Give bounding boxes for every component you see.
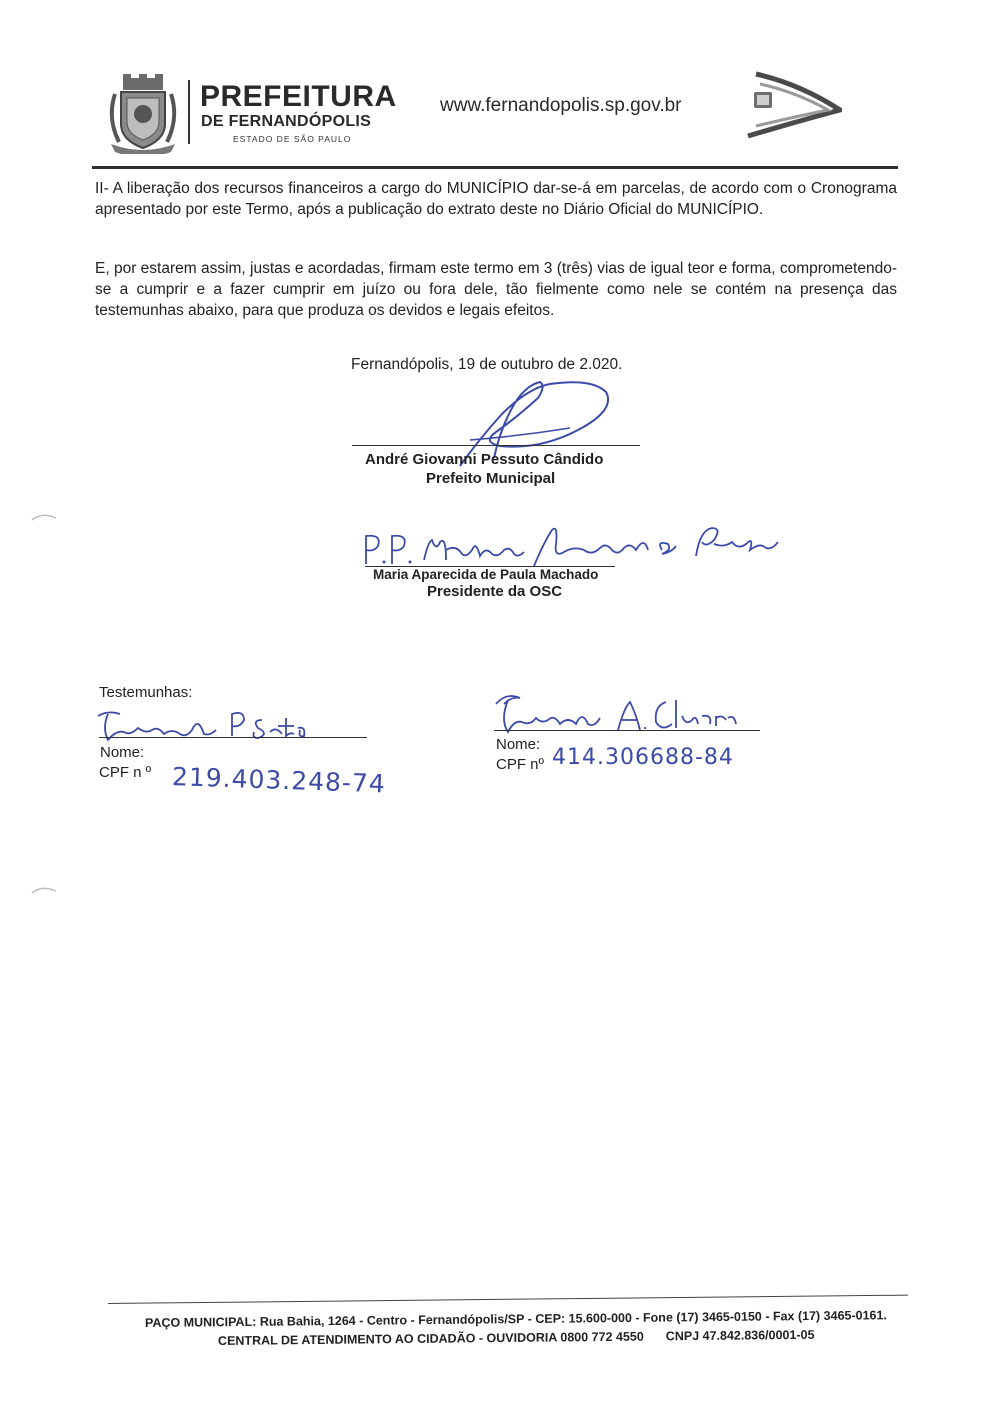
president-name: Maria Aparecida de Paula Machado bbox=[373, 567, 599, 582]
mayor-name: André Giovanni Pessuto Cândido bbox=[365, 451, 604, 468]
municipal-coat-of-arms-icon bbox=[105, 74, 181, 154]
footer-cnpj: CNPJ 47.842.836/0001-05 bbox=[665, 1327, 815, 1344]
header-divider bbox=[188, 80, 190, 144]
witness-1-name-label: Nome: bbox=[100, 744, 145, 761]
witness-1-signature-line bbox=[99, 737, 367, 738]
paragraph-agreement: E, por estarem assim, justas e acordadas, firmam este termo em 3 (três) vias de igual teor e forma, comprometendo-se a cumprir e a fazer cumprir em juízo ou fora dele, tão fielmente como nele se contém na presença das testemunhas abaixo, para que produza os devidos e legais efeitos. bbox=[95, 260, 898, 319]
mayor-role: Prefeito Municipal bbox=[426, 470, 556, 487]
witness-1-cpf-handwritten: 219.403.248-74 bbox=[171, 762, 387, 799]
place-date: Fernandópolis, 19 de outubro de 2.020. bbox=[351, 356, 623, 373]
website-link[interactable]: www.fernandopolis.sp.gov.br bbox=[440, 95, 682, 116]
witness-2-name-label: Nome: bbox=[496, 736, 541, 753]
header-rule bbox=[92, 166, 898, 169]
brand-title: PREFEITURA bbox=[200, 80, 397, 113]
footer-address: PAÇO MUNICIPAL: Rua Bahia, 1264 - Centro - Fernandópolis/SP - CEP: 15.600-000 - Fone (17) 3465-0150 - Fax (17) 3465-0161. bbox=[144, 1308, 887, 1330]
witnesses-label: Testemunhas: bbox=[99, 684, 193, 701]
witness-1-signature bbox=[94, 706, 314, 744]
municipal-flag-emblem-icon bbox=[738, 70, 842, 140]
brand-state: ESTADO DE SÃO PAULO bbox=[233, 134, 352, 144]
footer-ombudsman: CENTRAL DE ATENDIMENTO AO CIDADÃO - OUVIDORIA 0800 772 4550 bbox=[217, 1329, 644, 1348]
president-role: Presidente da OSC bbox=[427, 583, 563, 600]
witness-2-cpf-handwritten: 414.306688-84 bbox=[552, 745, 734, 770]
footer-rule bbox=[108, 1295, 908, 1304]
witness-2-signature-line bbox=[494, 730, 760, 731]
mayor-signature-line bbox=[352, 445, 640, 446]
paragraph-release-of-funds: II- A liberação dos recursos financeiros a cargo do MUNICÍPIO dar-se-á em parcelas, de acordo com o Cronograma apresentado por este Termo, após a publicação do extrato deste no Diário Oficial do MUNICÍPIO. bbox=[95, 180, 897, 218]
scan-mark-top bbox=[30, 510, 58, 524]
scan-mark-bottom bbox=[30, 883, 58, 897]
brand-subtitle: DE FERNANDÓPOLIS bbox=[201, 113, 372, 130]
footer-contact bbox=[218, 1328, 815, 1348]
witness-1-cpf-label: CPF n º bbox=[99, 764, 152, 781]
witness-2-cpf-label: CPF nº bbox=[496, 756, 544, 773]
president-handwritten-signature bbox=[362, 520, 782, 568]
